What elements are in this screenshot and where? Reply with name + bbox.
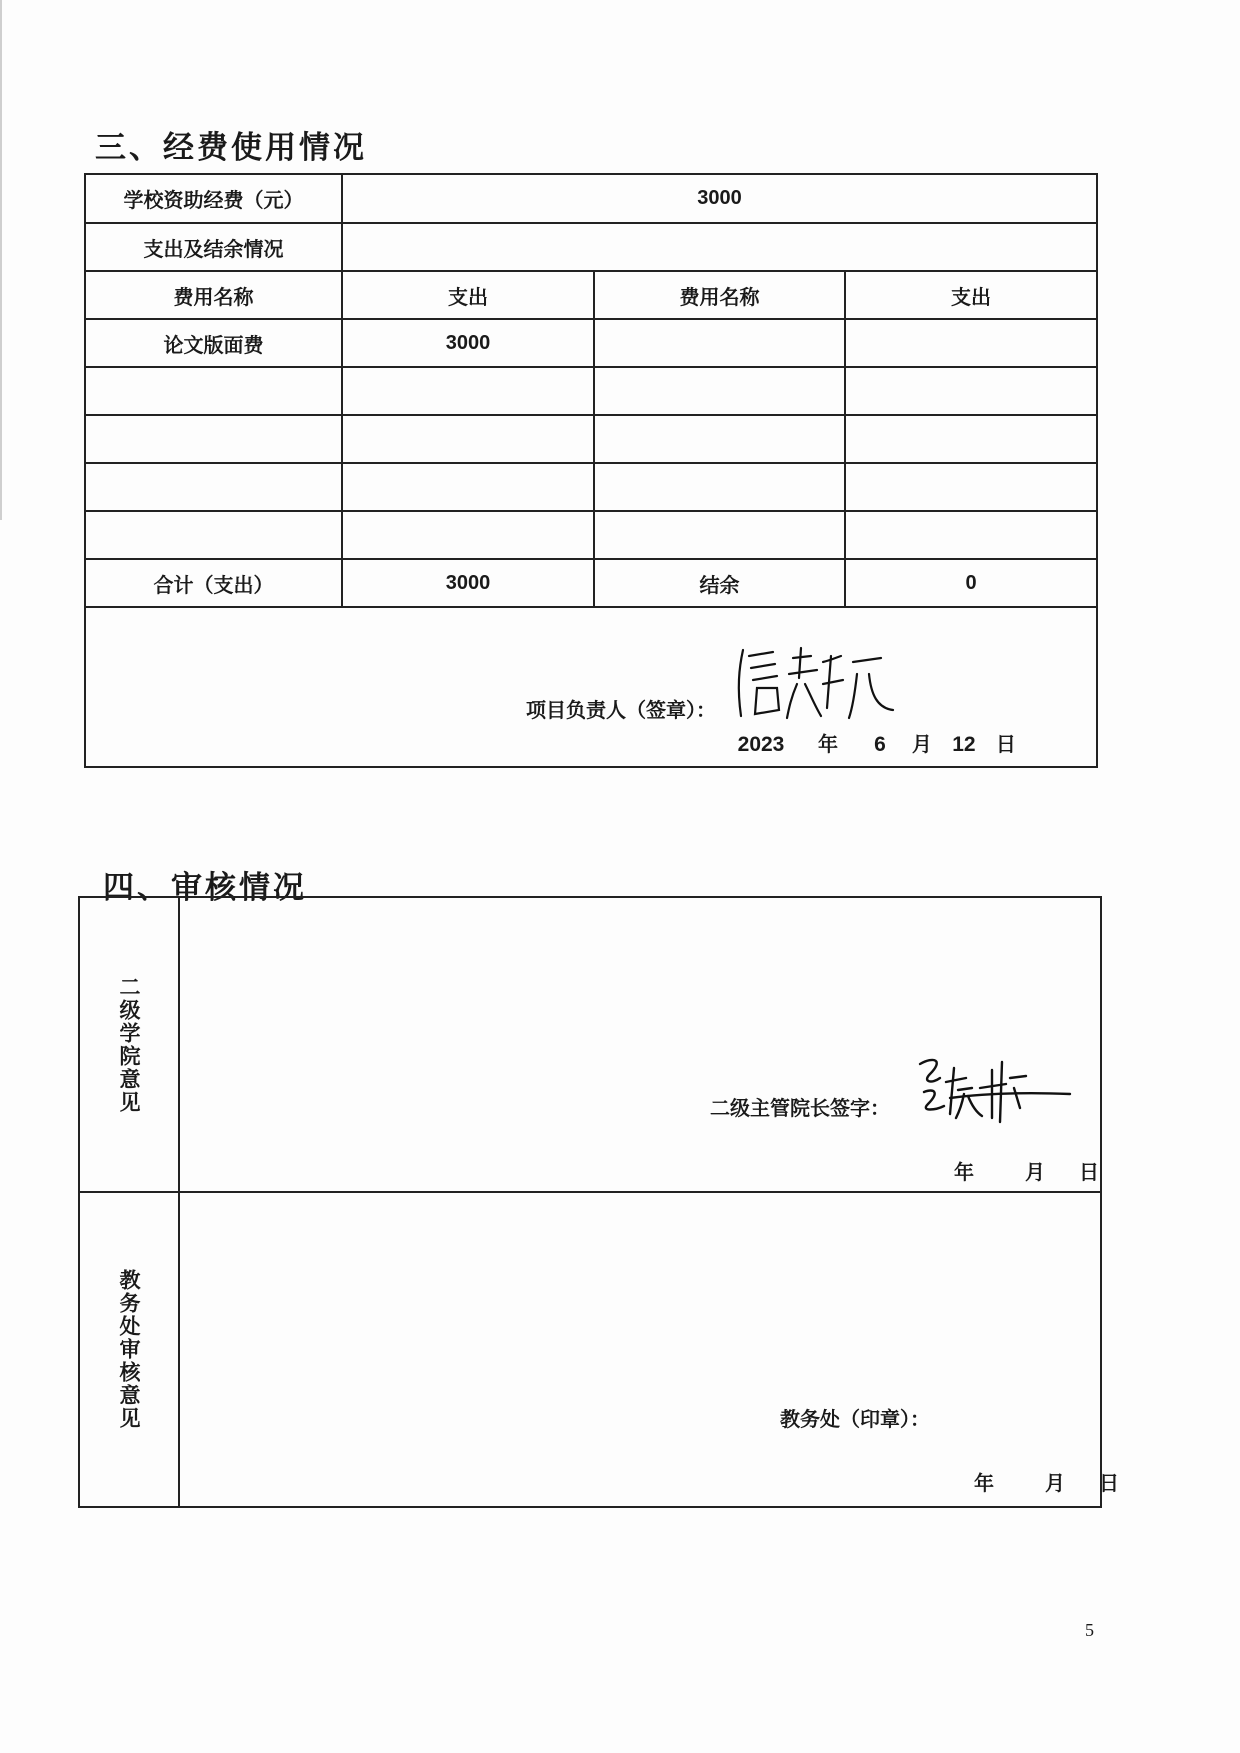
date-month: 6 <box>874 733 886 756</box>
expense-amount <box>342 415 594 463</box>
handwritten-signature <box>731 638 901 728</box>
date-day-unit: 日 <box>1098 1471 1119 1495</box>
table-header-row <box>85 271 1097 319</box>
date-day-unit: 日 <box>995 732 1016 756</box>
expense-amount <box>342 463 594 511</box>
expense-name <box>594 463 845 511</box>
dean-signature <box>910 1048 1080 1138</box>
date-year-unit: 年 <box>954 1160 974 1184</box>
expense-name <box>594 367 845 415</box>
expense-name <box>85 367 342 415</box>
expense-amount <box>845 511 1097 559</box>
date-month-unit: 月 <box>1044 1471 1065 1495</box>
expense-name <box>594 415 845 463</box>
section4-title: 四、审核情况 <box>103 870 307 906</box>
expense-name <box>85 511 342 559</box>
expense-amount <box>845 319 1097 367</box>
expense-name <box>594 511 845 559</box>
expense-amount <box>845 415 1097 463</box>
review-table <box>78 896 1119 1508</box>
expense-amount: 3000 <box>342 319 594 367</box>
total-row <box>85 559 1097 607</box>
office-opinion-cell <box>179 1192 1119 1507</box>
balance-label: 结余 <box>594 559 845 607</box>
expense-name <box>85 415 342 463</box>
balance-value: 0 <box>845 559 1097 607</box>
office-date <box>952 1467 1124 1496</box>
date-year: 2023 <box>737 733 785 756</box>
college-opinion-label-cell <box>79 897 179 1192</box>
header-cell: 支出 <box>342 271 594 319</box>
signature-cell <box>85 607 1097 767</box>
college-opinion-cell <box>179 897 1101 1192</box>
expense-name: 论文版面费 <box>85 319 342 367</box>
summary-label: 支出及结余情况 <box>85 223 342 271</box>
table-row <box>85 367 1097 415</box>
expense-name <box>594 319 845 367</box>
date-year-unit: 年 <box>817 732 838 756</box>
date-day-unit: 日 <box>1078 1160 1099 1184</box>
office-opinion-label-cell <box>79 1192 179 1507</box>
page-number: 5 <box>1085 1620 1094 1640</box>
date-month-unit: 月 <box>1024 1160 1045 1184</box>
signer-date <box>726 728 1021 757</box>
header-cell: 费用名称 <box>85 271 342 319</box>
header-cell: 费用名称 <box>594 271 845 319</box>
table-row <box>85 463 1097 511</box>
date-day: 12 <box>952 733 976 756</box>
expense-name <box>85 463 342 511</box>
table-row <box>85 415 1097 463</box>
total-value: 3000 <box>342 559 594 607</box>
signer-label: 项目负责人（签章）： <box>526 698 716 722</box>
table-row <box>85 319 1097 367</box>
college-opinion-label: 二级学院意见 <box>117 975 141 1114</box>
section3-title: 三、经费使用情况 <box>95 130 367 166</box>
college-date <box>932 1156 1104 1185</box>
expense-amount <box>342 511 594 559</box>
date-year-unit: 年 <box>974 1471 994 1495</box>
total-label: 合计（支出） <box>85 559 342 607</box>
office-sign-label: 教务处（印章）： <box>780 1407 930 1431</box>
expense-amount <box>845 367 1097 415</box>
expense-amount <box>342 367 594 415</box>
scan-edge <box>0 0 2 520</box>
table-row <box>85 511 1097 559</box>
header-cell: 支出 <box>845 271 1097 319</box>
funding-table <box>84 173 1098 768</box>
funding-label: 学校资助经费（元） <box>85 174 342 223</box>
college-sign-label: 二级主管院长签字： <box>710 1096 890 1120</box>
funding-value: 3000 <box>342 174 1097 223</box>
expense-amount <box>845 463 1097 511</box>
office-opinion-label: 教务处审核意见 <box>117 1269 141 1430</box>
date-month-unit: 月 <box>911 732 932 756</box>
summary-value <box>342 223 1097 271</box>
